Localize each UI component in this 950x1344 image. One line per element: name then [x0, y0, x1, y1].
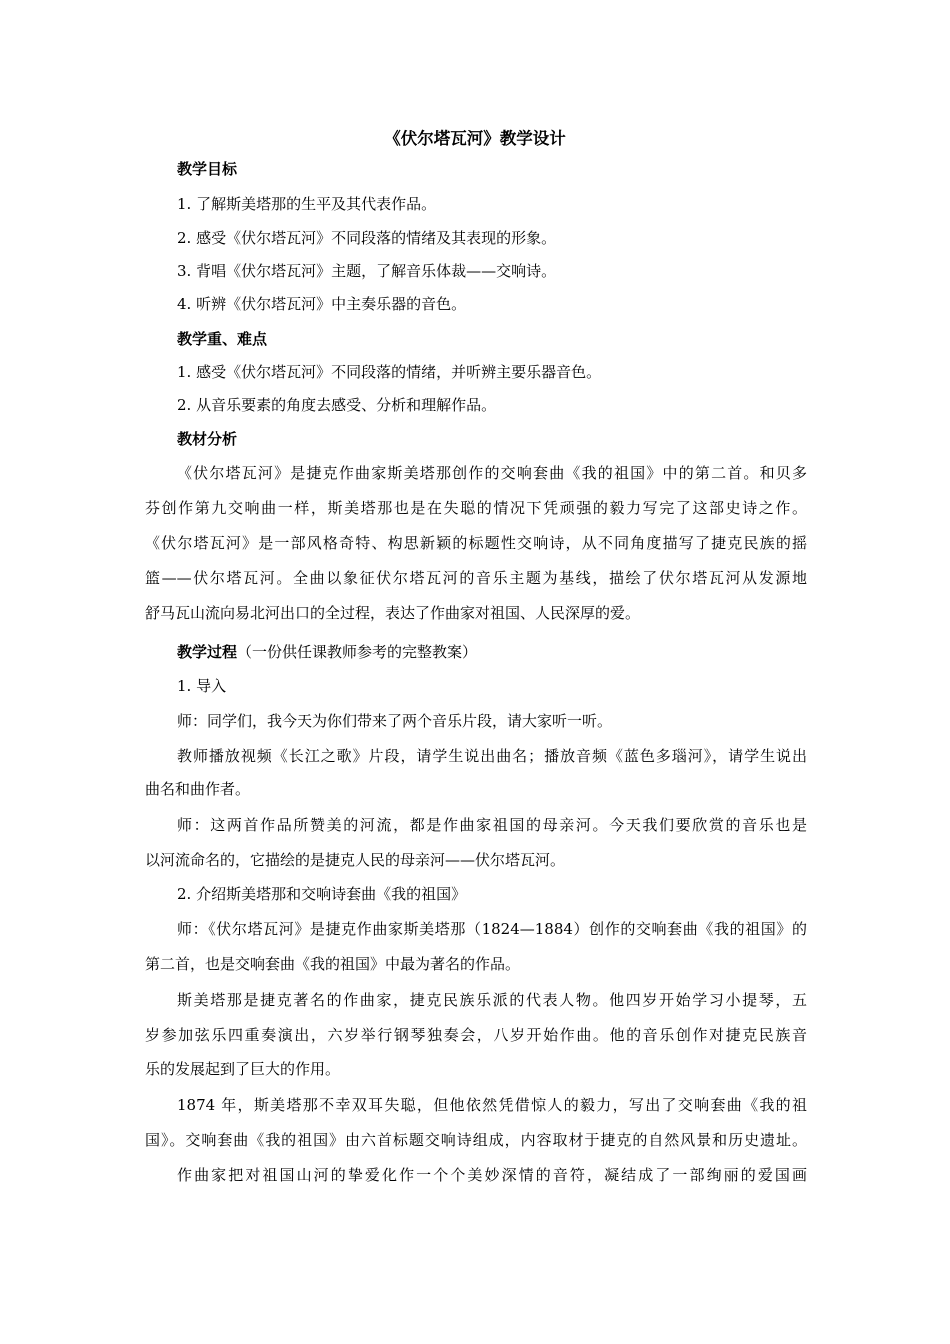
step-heading: 2. 介绍斯美塔那和交响诗套曲《我的祖国》: [177, 885, 467, 903]
analysis-line: 《伏尔塔瓦河》是一部风格奇特、构思新颖的标题性交响诗，从不同角度描写了捷克民族的摇: [145, 534, 807, 552]
paragraph-line: 师：同学们，我今天为你们带来了两个音乐片段，请大家听一听。: [177, 712, 613, 730]
paragraph-line: 斯美塔那是捷克著名的作曲家，捷克民族乐派的代表人物。他四岁开始学习小提琴，五: [177, 991, 807, 1009]
process-note: （一份供任课教师参考的完整教案）: [237, 643, 478, 661]
process-heading-row: [145, 640, 807, 664]
analysis-line: 《伏尔塔瓦河》是捷克作曲家斯美塔那创作的交响套曲《我的祖国》中的第二首。和贝多: [177, 464, 807, 482]
paragraph-line: 以河流命名的，它描绘的是捷克人民的母亲河——伏尔塔瓦河。: [145, 851, 566, 869]
paragraph-line: 岁参加弦乐四重奏演出，六岁举行钢琴独奏会，八岁开始作曲。他的音乐创作对捷克民族音: [145, 1026, 807, 1044]
section-heading-process: 教学过程: [177, 643, 238, 661]
paragraph-line: 第二首，也是交响套曲《我的祖国》中最为著名的作品。: [145, 955, 521, 973]
document-title: 《伏尔塔瓦河》教学设计: [384, 129, 566, 148]
section-heading-focus: 教学重、难点: [177, 330, 268, 348]
paragraph-line: 教师播放视频《长江之歌》片段，请学生说出曲名；播放音频《蓝色多瑙河》，请学生说出: [177, 747, 807, 765]
paragraph-line: 乐的发展起到了巨大的作用。: [145, 1060, 341, 1078]
paragraph-line: 1874 年，斯美塔那不幸双耳失聪，但他依然凭借惊人的毅力，写出了交响套曲《我的祖: [177, 1096, 807, 1114]
goal-item: 2. 感受《伏尔塔瓦河》不同段落的情绪及其表现的形象。: [177, 229, 557, 247]
step-heading: 1. 导入: [177, 677, 227, 695]
paragraph-line: 作曲家把对祖国山河的挚爱化作一个个美妙深情的音符，凝结成了一部绚丽的爱国画: [177, 1166, 807, 1184]
focus-item: 2. 从音乐要素的角度去感受、分析和理解作品。: [177, 396, 497, 414]
analysis-line: 芬创作第九交响曲一样，斯美塔那也是在失聪的情况下凭顽强的毅力写完了这部史诗之作。: [145, 499, 807, 517]
paragraph-line: 曲名和曲作者。: [145, 780, 251, 798]
goal-item: 3. 背唱《伏尔塔瓦河》主题，了解音乐体裁——交响诗。: [177, 262, 557, 280]
analysis-line: 篮——伏尔塔瓦河。全曲以象征伏尔塔瓦河的音乐主题为基线，描绘了伏尔塔瓦河从发源地: [145, 569, 807, 587]
section-heading-goals: 教学目标: [177, 160, 238, 178]
analysis-line: 舒马瓦山流向易北河出口的全过程，表达了作曲家对祖国、人民深厚的爱。: [145, 604, 641, 622]
paragraph-line: 师：《伏尔塔瓦河》是捷克作曲家斯美塔那（1824—1884）创作的交响套曲《我的祖国》的: [177, 920, 807, 938]
goal-item: 4. 听辨《伏尔塔瓦河》中主奏乐器的音色。: [177, 295, 467, 313]
paragraph-line: 国》。交响套曲《我的祖国》由六首标题交响诗组成，内容取材于捷克的自然风景和历史遗址。: [145, 1131, 807, 1149]
focus-item: 1. 感受《伏尔塔瓦河》不同段落的情绪，并听辨主要乐器音色。: [177, 363, 602, 381]
section-heading-analysis: 教材分析: [177, 430, 238, 448]
goal-item: 1. 了解斯美塔那的生平及其代表作品。: [177, 195, 437, 213]
paragraph-line: 师：这两首作品所赞美的河流，都是作曲家祖国的母亲河。今天我们要欣赏的音乐也是: [177, 816, 807, 834]
